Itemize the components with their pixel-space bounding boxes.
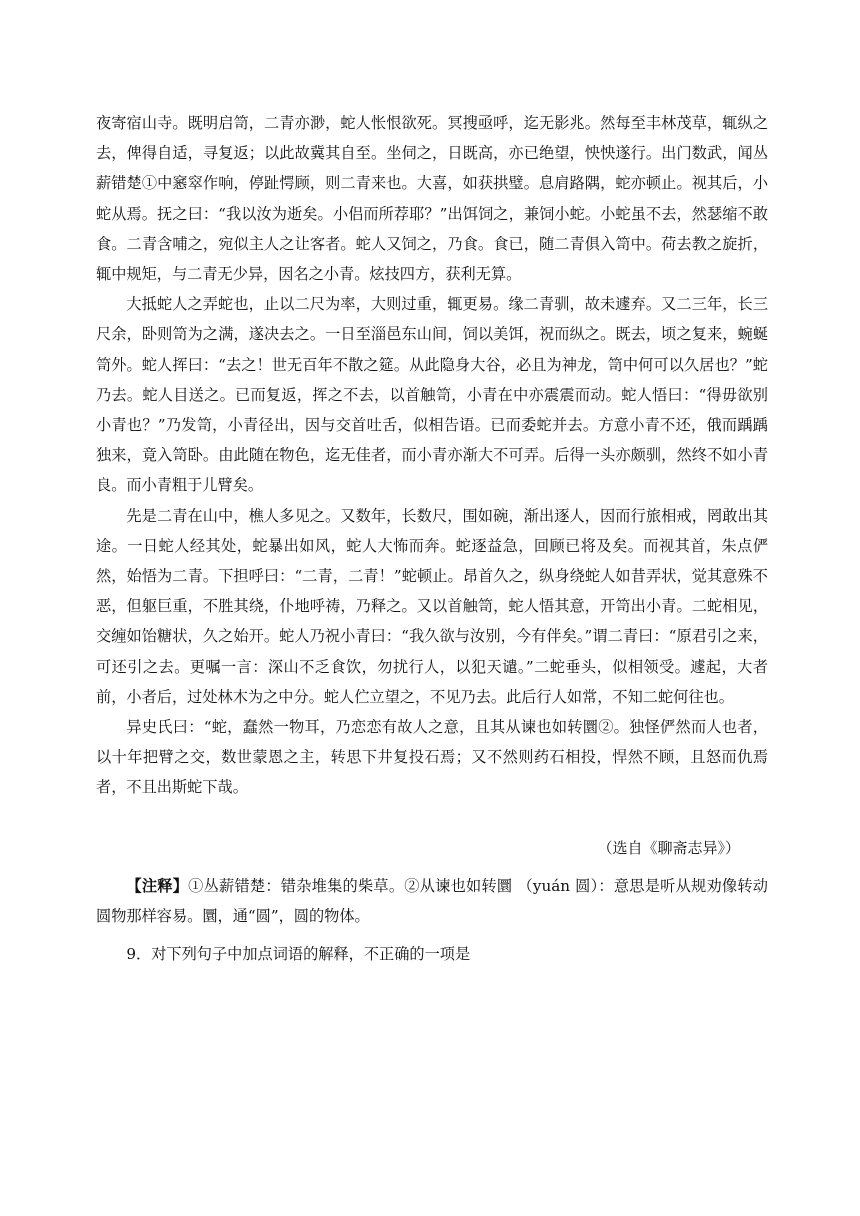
paragraph-4: 异史氏曰：“蛇，蠢然一物耳，乃恋恋有故人之意，且其从谏也如转圜②。独怪俨然而人也者，以十年把臂之交，数世蒙恩之主，转思下井复投石焉；又不然则药石相投，悍然不顾，且怒而仇焉者，不且出斯蛇下哉。 (96, 718, 768, 797)
document-page (96, 108, 768, 969)
annotation-notes (96, 871, 768, 931)
question-9: 9．对下列句子中加点词语的解释，不正确的一项是 (126, 945, 471, 964)
paragraph-3: 先是二青在山中，樵人多见之。又数年，长数尺，围如碗，渐出逐人，因而行旅相戒，罔敢出其途。一日蛇人经其处，蛇暴出如风，蛇人大怖而奔。蛇逐益急，回顾已将及矣。而视其首，朱点俨然，始悟为二青。下担呼曰：“二青，二青！”蛇顿止。昂首久之，纵身绕蛇人如昔弄状，觉其意殊不恶，但躯巨重，不胜其绕，仆地呼祷，乃释之。又以首触笥，蛇人悟其意，开笥出小青。二蛇相见，交缠如饴糖状，久之始开。蛇人乃祝小青曰：“我久欲与汝别，今有伴矣。”谓二青曰：“原君引之来，可还引之去。更嘱一言：深山不乏食饮，勿扰行人，以犯天谴。”二蛇垂头，似相领受。遽起，大者前，小者后，过处林木为之中分。蛇人伫立望之，不见乃去。此后行人如常，不知二蛇何往也。 (96, 506, 768, 706)
notes-text: ①丛薪错楚：错杂堆集的柴草。②从谏也如转圜 （yuán 圆）：意思是听从规劝像转动圆物那样容易。圜，通“圆”，圆的物体。 (96, 876, 768, 925)
paragraph-1: 夜寄宿山寺。既明启笥，二青亦渺，蛇人怅恨欲死。冥搜亟呼，迄无影兆。然每至丰林茂草，辄纵之去，俾得自适，寻复返；以此故冀其自至。坐伺之，日既高，亦已绝望，怏怏遂行。出门数武，闻丛薪错楚①中窸窣作响，停趾愕顾，则二青来也。大喜，如获拱璧。息肩路隅，蛇亦顿止。视其后，小蛇从焉。抚之曰：“我以汝为逝矣。小侣而所荐耶？”出饵饲之，兼饲小蛇。小蛇虽不去，然瑟缩不敢食。二青含哺之，宛似主人之让客者。蛇人又饲之，乃食。食已，随二青俱入笥中。荷去教之旋折，辄中规矩，与二青无少异，因名之小青。炫技四方，获利无算。 (96, 114, 768, 284)
source-citation: （选自《聊斋志异》） (597, 838, 740, 857)
paragraph-2: 大抵蛇人之弄蛇也，止以二尺为率，大则过重，辄更易。缘二青驯，故未遽弃。又二三年，长三尺余，卧则笥为之满，遂决去之。一日至淄邑东山间，饲以美饵，祝而纵之。既去，顷之复来，蜿蜒笥外。蛇人挥曰：“去之！世无百年不散之筵。从此隐身大谷，必且为神龙，笥中何可以久居也？”蛇乃去。蛇人目送之。已而复返，挥之不去，以首触笥，小青在中亦震震而动。蛇人悟曰：“得毋欲别小青也？”乃发笥，小青径出，因与交首吐舌，似相告语。已而委蛇并去。方意小青不还，俄而踽踽独来，竟入笥卧。由此随在物色，迄无佳者，而小青亦渐大不可弄。后得一头亦颇驯，然终不如小青良。而小青粗于儿臂矣。 (96, 295, 768, 495)
notes-label: 【注释】 (126, 876, 189, 895)
